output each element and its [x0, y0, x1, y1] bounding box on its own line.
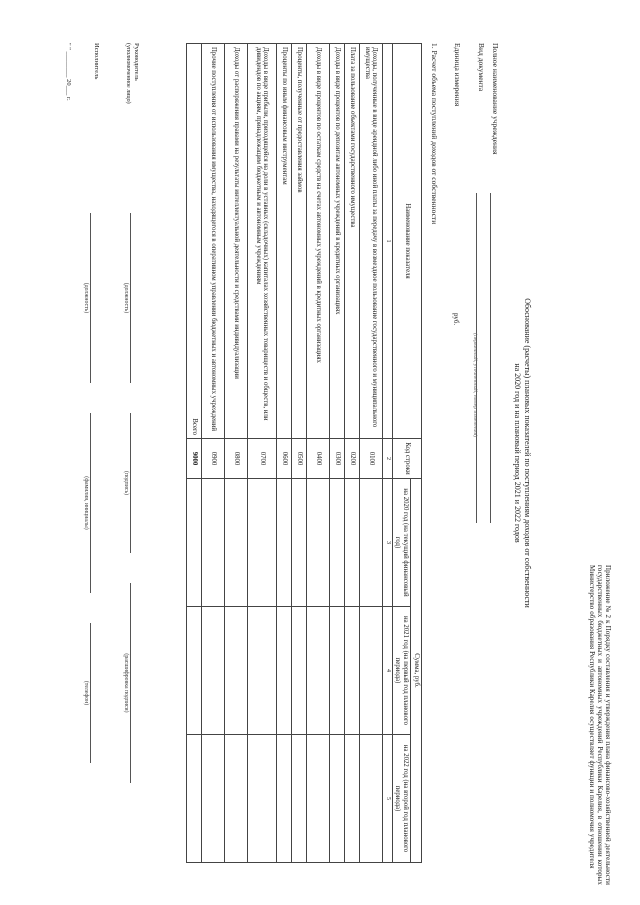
executor-label: Исполнитель: [93, 42, 100, 79]
unit-label: Единица измерения: [452, 42, 462, 106]
head-position-line[interactable]: [130, 213, 132, 383]
table-row: [224, 43, 247, 862]
value-cell-2020[interactable]: [247, 478, 276, 606]
institution-field: [490, 193, 499, 523]
row-name: Доходы в виде процентов по остаткам средств на счетах автономных учреждений в кредитных организациях: [306, 43, 329, 438]
header-sum-group: Сумма, руб.: [411, 478, 422, 862]
value-cell-2020[interactable]: [276, 478, 291, 606]
document-type-sub: (первичный, уточненный, номер изменения): [472, 332, 478, 437]
executor-position-line[interactable]: [90, 213, 92, 383]
table-row: [291, 43, 306, 862]
table-row: [201, 43, 224, 862]
executor-position-caption: (должность): [83, 282, 89, 313]
value-cell-2021[interactable]: [224, 606, 247, 734]
column-number: 3: [382, 478, 392, 606]
value-cell-2022[interactable]: [224, 734, 247, 862]
column-number-row: [382, 43, 392, 862]
row-code: 0400: [306, 438, 329, 478]
head-name-caption: (расшифровка подписи): [123, 652, 129, 713]
section-title: 1. Расчет объема поступлений доходов от собственности: [430, 42, 439, 224]
document-meta: [450, 43, 502, 863]
value-cell-2021[interactable]: [306, 606, 329, 734]
header-2020: на 2020 год (на текущий финансовый год): [392, 478, 411, 606]
row-code: 0800: [224, 438, 247, 478]
value-cell-2021[interactable]: [359, 606, 382, 734]
title-line-1: Обоснование (расчеты) плановых показателей по поступлениям доходов от собственности: [523, 297, 532, 608]
value-cell-2020[interactable]: [291, 478, 306, 606]
table-row: [344, 43, 359, 862]
column-number: 1: [382, 43, 392, 438]
value-cell-2020[interactable]: [306, 478, 329, 606]
executor-name-line[interactable]: [90, 413, 92, 593]
total-row: [186, 43, 201, 862]
document-type-label: Вид документа: [476, 42, 486, 91]
header-2021: на 2021 год (на первый год планового периода): [392, 606, 411, 734]
total-code: 9000: [186, 438, 201, 478]
value-cell-2021[interactable]: [247, 606, 276, 734]
value-cell-2021[interactable]: [329, 606, 344, 734]
total-cell-2021[interactable]: [186, 606, 201, 734]
table-header-row: [411, 43, 422, 862]
value-cell-2020[interactable]: [201, 478, 224, 606]
row-name: Доходы в виде процентов по депозитам автономных учреждений в кредитных организациях: [329, 43, 344, 438]
value-cell-2021[interactable]: [201, 606, 224, 734]
executor-name-caption: (фамилия, инициалы): [83, 475, 89, 530]
column-number: 5: [382, 734, 392, 862]
row-code: 0300: [329, 438, 344, 478]
row-code: 0600: [276, 438, 291, 478]
head-name-line[interactable]: [130, 583, 132, 783]
document-type-row: [474, 43, 488, 863]
rotated-document-page: [20, 13, 620, 893]
institution-label: Полное наименование учреждения: [490, 42, 500, 154]
head-sub-label: (уполномоченное лицо): [125, 42, 131, 104]
row-name: Прочие поступления от использования имущества, находящегося в оперативном управлении бюджетных и автономных учреждений: [201, 43, 224, 438]
date-line[interactable]: " " ________ 20___ г.: [65, 42, 72, 101]
header-name: Наименование показателя: [392, 43, 421, 438]
table-row: [306, 43, 329, 862]
row-code: 0100: [359, 438, 382, 478]
institution-row: [488, 43, 502, 863]
value-cell-2022[interactable]: [247, 734, 276, 862]
row-name: Доходы в виде прибыли, приходящейся на доли в уставных (складочных) капиталах хозяйственных товариществ и обществ, или дивидендов по акциям, принадлежащим бюджетным и автономным учреждениям: [247, 43, 276, 438]
unit-value: руб.: [452, 312, 461, 325]
unit-row: [450, 43, 464, 863]
table-row: [329, 43, 344, 862]
value-cell-2022[interactable]: [359, 734, 382, 862]
row-code: 0700: [247, 438, 276, 478]
value-cell-2021[interactable]: [344, 606, 359, 734]
value-cell-2020[interactable]: [359, 478, 382, 606]
table-row: [359, 43, 382, 862]
value-cell-2022[interactable]: [344, 734, 359, 862]
title-line-2: на 2020 год и на плановый период 2021 и 2022 годов: [513, 362, 522, 543]
appendix-note: Приложение № 2 к Порядку составления и утверждения плана финансово-хозяйственной деятельности государственных бюджетных и автономных учреждений Республики Карелия, в отношении которых Министерство образования Республики Карелия осуществляет функции и полномочия учредителя: [587, 564, 612, 885]
value-cell-2022[interactable]: [201, 734, 224, 862]
row-code: 0900: [201, 438, 224, 478]
column-number: 4: [382, 606, 392, 734]
value-cell-2020[interactable]: [224, 478, 247, 606]
table-row: [276, 43, 291, 862]
value-cell-2022[interactable]: [306, 734, 329, 862]
row-code: 0200: [344, 438, 359, 478]
header-code: Код строки: [392, 438, 421, 478]
column-number: 2: [382, 438, 392, 478]
total-cell-2022[interactable]: [186, 734, 201, 862]
signature-block: [74, 43, 140, 863]
head-signature-row: [114, 43, 140, 863]
value-cell-2020[interactable]: [344, 478, 359, 606]
value-cell-2022[interactable]: [291, 734, 306, 862]
row-name: Доходы, полученные в виде арендной либо иной платы за передачу в возмездное пользование государственного и муниципального имущества: [359, 43, 382, 438]
row-name: Плата за пользование объектами государственного имущества: [344, 43, 359, 438]
row-name: Проценты по иным финансовым инструментам: [276, 43, 291, 438]
value-cell-2022[interactable]: [329, 734, 344, 862]
value-cell-2021[interactable]: [276, 606, 291, 734]
head-label: Руководитель: [133, 42, 140, 81]
value-cell-2022[interactable]: [276, 734, 291, 862]
head-signature-caption: (подпись): [123, 470, 129, 495]
table-row: [247, 43, 276, 862]
total-cell-2020[interactable]: [186, 478, 201, 606]
total-label: Всего: [186, 43, 201, 438]
row-name: Доходы от распоряжения правами на результаты интеллектуальной деятельности и средствами индивидуализации: [224, 43, 247, 438]
row-name: Проценты, полученные от предоставления займов: [291, 43, 306, 438]
executor-phone-line[interactable]: [90, 623, 92, 763]
value-cell-2021[interactable]: [291, 606, 306, 734]
executor-phone-caption: (телефон): [83, 680, 89, 705]
value-cell-2020[interactable]: [329, 478, 344, 606]
executor-signature-row: [74, 43, 100, 863]
document-title: [512, 203, 532, 703]
header-2022: на 2022 год (на второй год планового периода): [392, 734, 411, 862]
income-table: [186, 43, 422, 863]
head-signature-line[interactable]: [130, 413, 132, 553]
row-code: 0500: [291, 438, 306, 478]
head-position-caption: (должность): [123, 282, 129, 313]
